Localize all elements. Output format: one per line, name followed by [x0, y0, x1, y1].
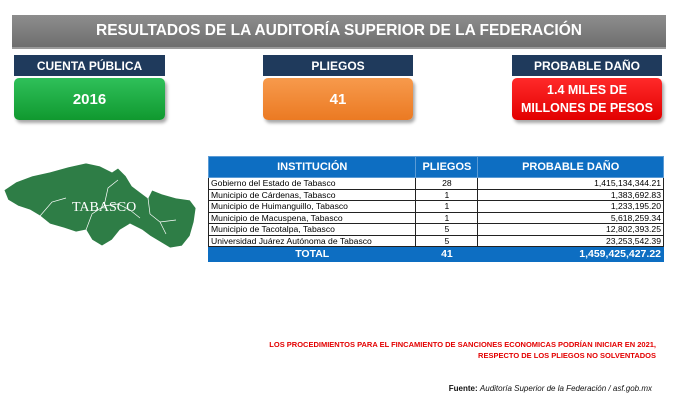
column-header-institucion: INSTITUCIÓN — [209, 157, 416, 178]
source-credit — [449, 384, 652, 393]
source-text: Auditoría Superior de la Federación / asf.gob.mx — [479, 384, 652, 393]
pliegos-cell: 28 — [416, 178, 478, 190]
institucion-cell: Municipio de Macuspena, Tabasco — [209, 212, 416, 224]
tabasco-label: TABASCO — [72, 200, 137, 215]
sanctions-note-line2: RESPECTO DE LOS PLIEGOS NO SOLVENTADOS — [478, 351, 656, 360]
probable-dano-label: PROBABLE DAÑO — [512, 55, 662, 76]
tabasco-map — [0, 158, 205, 258]
institucion-cell: Municipio de Cárdenas, Tabasco — [209, 189, 416, 201]
pliegos-value: 41 — [263, 78, 413, 120]
dano-cell: 1,415,134,344.21 — [478, 178, 664, 190]
sanctions-note-line1: LOS PROCEDIMIENTOS PARA EL FINCAMIENTO DE SANCIONES ECONOMICAS PODRÍAN INICIAR EN 2021, — [269, 340, 656, 349]
dano-cell: 12,802,393.25 — [478, 224, 664, 236]
table-row — [209, 201, 664, 213]
pliegos-cell: 5 — [416, 224, 478, 236]
column-header-pliegos: PLIEGOS — [416, 157, 478, 178]
probable-dano-line1: 1.4 MILES DE — [547, 83, 627, 97]
column-header-dano: PROBABLE DAÑO — [478, 157, 664, 178]
table-row — [209, 189, 664, 201]
total-pliegos: 41 — [416, 247, 478, 262]
cuenta-publica-value: 2016 — [14, 78, 165, 120]
pliegos-cell: 1 — [416, 201, 478, 213]
dano-cell: 1,383,692.83 — [478, 189, 664, 201]
total-row — [209, 247, 664, 262]
source-label: Fuente: — [448, 384, 478, 393]
total-dano: 1,459,425,427.22 — [478, 247, 664, 262]
dano-cell: 5,618,259.34 — [478, 212, 664, 224]
cuenta-publica-label: CUENTA PÚBLICA — [14, 55, 165, 76]
audit-table — [208, 156, 664, 262]
institucion-cell: Municipio de Tacotalpa, Tabasco — [209, 224, 416, 236]
table-row — [209, 224, 664, 236]
table-row — [209, 178, 664, 190]
total-label: TOTAL — [209, 247, 416, 262]
probable-dano-line2: MILLONES DE PESOS — [521, 101, 653, 115]
sanctions-note — [136, 339, 656, 361]
table-row — [209, 235, 664, 247]
pliegos-cell: 1 — [416, 189, 478, 201]
pliegos-label: PLIEGOS — [263, 55, 413, 76]
page-title: RESULTADOS DE LA AUDITORÍA SUPERIOR DE LA FEDERACIÓN — [12, 15, 666, 49]
pliegos-cell: 1 — [416, 212, 478, 224]
dano-cell: 23,253,542.39 — [478, 235, 664, 247]
table-row — [209, 212, 664, 224]
institucion-cell: Universidad Juárez Autónoma de Tabasco — [209, 235, 416, 247]
probable-dano-value — [512, 78, 662, 120]
dano-cell: 1,233,195.20 — [478, 201, 664, 213]
pliegos-cell: 5 — [416, 235, 478, 247]
institucion-cell: Gobierno del Estado de Tabasco — [209, 178, 416, 190]
institucion-cell: Municipio de Huimanguillo, Tabasco — [209, 201, 416, 213]
